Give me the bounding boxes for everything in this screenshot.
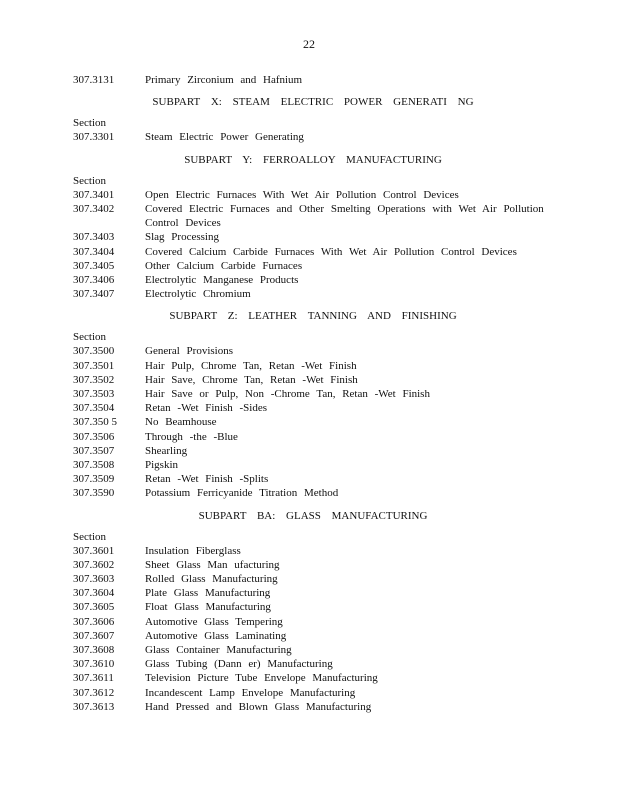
subpart-heading: SUBPART X: STEAM ELECTRIC POWER GENERATI NG xyxy=(152,96,474,109)
section-row xyxy=(73,486,553,500)
section-row xyxy=(73,415,553,429)
section-number: 307.3611 xyxy=(73,672,114,685)
section-column-label: Section xyxy=(73,331,106,344)
section-number: 307.3608 xyxy=(73,644,115,657)
section-title: Automotive Glass Laminating xyxy=(145,629,287,642)
section-title: Other Calcium Carbide Furnaces xyxy=(145,259,303,272)
section-row xyxy=(73,387,553,401)
subpart-group xyxy=(73,509,553,714)
section-column-label: Section xyxy=(73,117,106,130)
section-title: Pigskin xyxy=(145,458,179,471)
table-of-contents xyxy=(73,73,553,714)
section-number: 307.3606 xyxy=(73,615,115,628)
section-row xyxy=(73,700,553,714)
page-number: 22 xyxy=(303,37,315,51)
section-row xyxy=(73,373,553,387)
section-number: 307.350 5 xyxy=(73,416,117,429)
section-row xyxy=(73,245,553,259)
section-title: Slag Processing xyxy=(145,231,219,244)
section-title: Open Electric Furnaces With Wet Air Pollution Control Devices xyxy=(145,188,459,201)
section-title: Rolled Glass Manufacturing xyxy=(145,573,278,586)
subpart-heading: SUBPART Y: FERROALLOY MANUFACTURING xyxy=(184,153,442,166)
section-number: 307.3301 xyxy=(73,131,115,144)
section-number: 307.3406 xyxy=(73,273,115,286)
section-title: Plate Glass Manufacturing xyxy=(145,587,271,600)
section-title: Glass Tubing (Dann er) Manufacturing xyxy=(145,658,333,671)
section-title: Covered Calcium Carbide Furnaces With Wet Air Pollution Control Devices xyxy=(145,245,517,258)
section-row xyxy=(73,188,553,202)
section-number: 307.3506 xyxy=(73,430,115,443)
section-number: 307.3502 xyxy=(73,373,115,386)
section-row xyxy=(73,458,553,472)
section-row xyxy=(73,444,553,458)
section-row xyxy=(73,671,553,685)
section-row xyxy=(73,643,553,657)
section-number: 307.3407 xyxy=(73,288,115,301)
section-number: 307.3601 xyxy=(73,544,115,557)
section-row xyxy=(73,73,553,87)
section-title: General Provisions xyxy=(145,345,234,358)
section-row xyxy=(73,230,553,244)
section-title: Hair Save, Chrome Tan, Retan -Wet Finish xyxy=(145,373,358,386)
section-row xyxy=(73,472,553,486)
section-title: Sheet Glass Man ufacturing xyxy=(145,558,280,571)
section-number: 307.3604 xyxy=(73,587,115,600)
section-number: 307.3500 xyxy=(73,345,115,358)
section-title: Glass Container Manufacturing xyxy=(145,644,292,657)
section-row xyxy=(73,544,553,558)
section-row xyxy=(73,657,553,671)
section-row xyxy=(73,572,553,586)
section-title: Electrolytic Manganese Products xyxy=(145,273,299,286)
section-row xyxy=(73,259,553,273)
section-number: 307.3403 xyxy=(73,231,115,244)
section-number: 307.3590 xyxy=(73,487,115,500)
section-number: 307.3402 xyxy=(73,202,115,215)
section-row xyxy=(73,130,553,144)
section-row xyxy=(73,359,553,373)
section-row xyxy=(73,344,553,358)
section-title: Electrolytic Chromium xyxy=(145,288,251,301)
section-column-label: Section xyxy=(73,174,106,187)
section-number: 307.3607 xyxy=(73,629,115,642)
section-row xyxy=(73,401,553,415)
section-title: Hair Save or Pulp, Non -Chrome Tan, Retan -Wet Finish xyxy=(145,388,430,401)
section-title: Television Picture Tube Envelope Manufacturing xyxy=(145,672,378,685)
section-row xyxy=(73,430,553,444)
section-title: Shearling xyxy=(145,444,188,457)
section-column-label: Section xyxy=(73,530,106,543)
section-row xyxy=(73,273,553,287)
subpart-group xyxy=(73,95,553,144)
section-number: 307.3504 xyxy=(73,402,115,415)
section-row xyxy=(73,287,553,301)
section-row xyxy=(73,202,553,230)
section-number: 307.3401 xyxy=(73,188,115,201)
section-title: Hand Pressed and Blown Glass Manufacturing xyxy=(145,700,372,713)
section-title: Retan -Wet Finish -Splits xyxy=(145,473,269,486)
section-title: Automotive Glass Tempering xyxy=(145,615,283,628)
subpart-group xyxy=(73,309,553,500)
section-row xyxy=(73,686,553,700)
section-number: 307.3503 xyxy=(73,388,115,401)
section-number: 307.3131 xyxy=(73,74,115,86)
section-title: Steam Electric Power Generating xyxy=(145,131,304,144)
section-number: 307.3508 xyxy=(73,458,115,471)
section-number: 307.3612 xyxy=(73,686,115,699)
section-number: 307.3610 xyxy=(73,658,115,671)
section-number: 307.3501 xyxy=(73,359,115,372)
section-number: 307.3509 xyxy=(73,473,115,486)
section-number: 307.3613 xyxy=(73,700,115,713)
section-row xyxy=(73,615,553,629)
section-title: Incandescent Lamp Envelope Manufacturing xyxy=(145,686,356,699)
section-title: Potassium Ferricyanide Titration Method xyxy=(145,487,339,500)
section-number: 307.3507 xyxy=(73,444,115,457)
section-title: Primary Zirconium and Hafnium xyxy=(145,74,303,86)
section-row xyxy=(73,600,553,614)
section-number: 307.3405 xyxy=(73,259,115,272)
subpart-heading: SUBPART BA: GLASS MANUFACTURING xyxy=(198,509,428,522)
section-number: 307.3603 xyxy=(73,573,115,586)
section-title: Float Glass Manufacturing xyxy=(145,601,271,614)
section-number: 307.3404 xyxy=(73,245,115,258)
section-row xyxy=(73,629,553,643)
section-title: Retan -Wet Finish -Sides xyxy=(145,402,268,415)
section-title: Hair Pulp, Chrome Tan, Retan -Wet Finish xyxy=(145,359,357,372)
section-number: 307.3602 xyxy=(73,558,115,571)
subpart-heading: SUBPART Z: LEATHER TANNING AND FINISHING xyxy=(169,310,457,323)
section-number: 307.3605 xyxy=(73,601,115,614)
section-title: Insulation Fiberglass xyxy=(145,544,241,557)
section-title: Through -the -Blue xyxy=(145,430,238,443)
section-row xyxy=(73,558,553,572)
subpart-group xyxy=(73,153,553,302)
section-title: No Beamhouse xyxy=(145,416,217,429)
section-row xyxy=(73,586,553,600)
section-title: Covered Electric Furnaces and Other Smelting Operations with Wet Air Pollution Control Devices xyxy=(145,202,544,230)
